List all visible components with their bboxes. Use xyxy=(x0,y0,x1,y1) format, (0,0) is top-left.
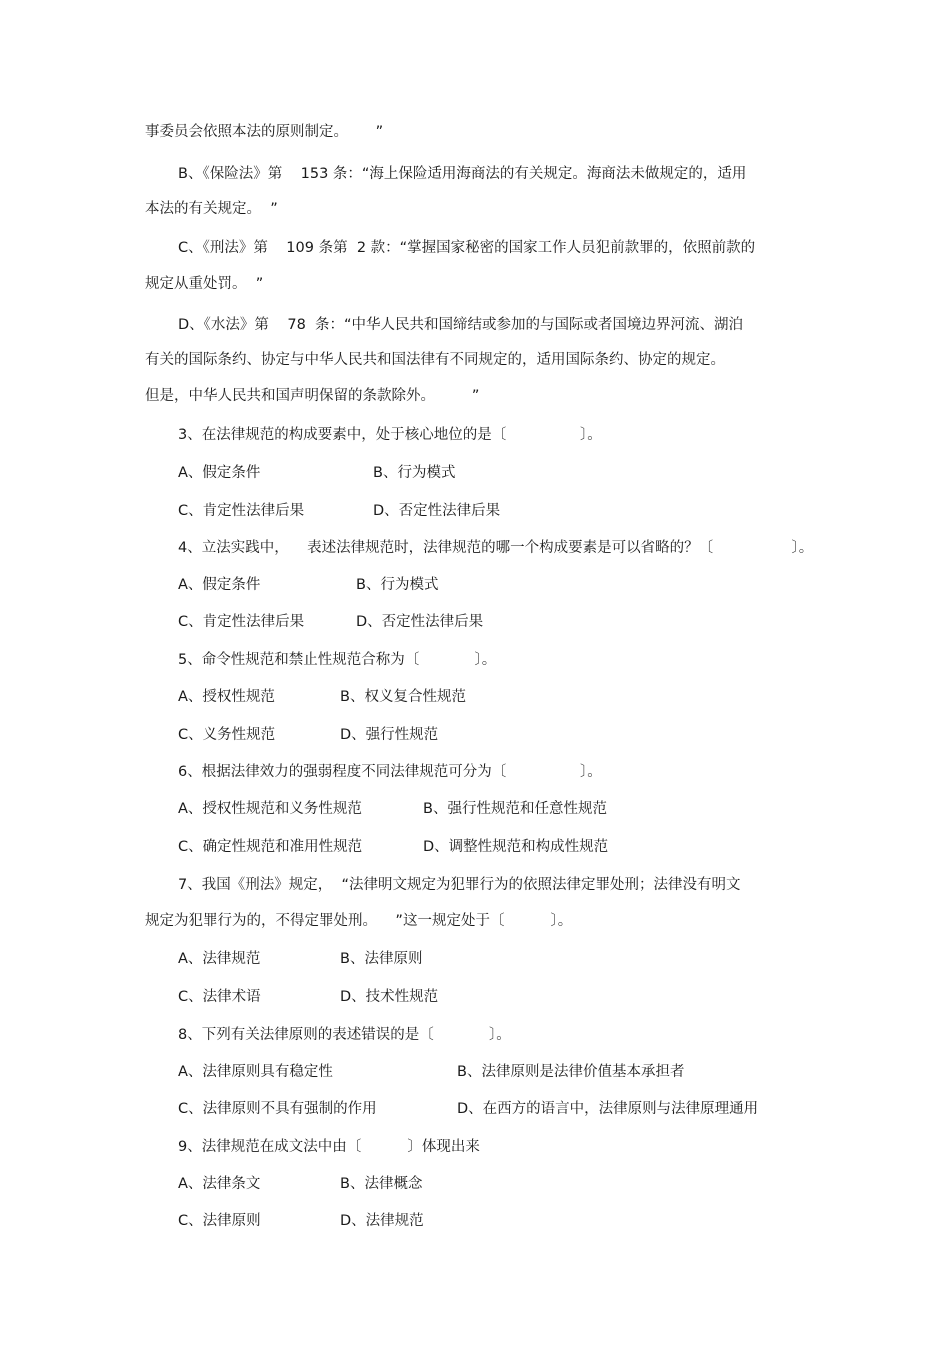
option-c: C、确定性规范和准用性规范 xyxy=(178,839,363,855)
text-line: D、《水法》第 78 条：“中华人民共和国缔结或参加的与国际或者国境边界河流、湖泊 xyxy=(178,317,744,333)
question-stem: 8、下列有关法律原则的表述错误的是〔 〕。 xyxy=(178,1027,511,1043)
option-d: D、技术性规范 xyxy=(340,989,439,1005)
option-b: B、行为模式 xyxy=(373,465,456,481)
option-a: A、法律规范 xyxy=(178,951,261,967)
option-c: C、肯定性法律后果 xyxy=(178,614,305,630)
option-b: B、强行性规范和任意性规范 xyxy=(423,801,607,817)
question-stem: 6、根据法律效力的强弱程度不同法律规范可分为〔 〕。 xyxy=(178,764,602,780)
text-line: 事委员会依照本法的原则制定。 ” xyxy=(145,124,384,140)
option-c: C、肯定性法律后果 xyxy=(178,503,305,519)
option-c: C、法律原则不具有强制的作用 xyxy=(178,1101,377,1117)
question-stem: 7、我国《刑法》规定， “法律明文规定为犯罪行为的依照法律定罪处刑；法律没有明文 xyxy=(178,877,741,893)
option-c: C、法律术语 xyxy=(178,989,261,1005)
option-d: D、调整性规范和构成性规范 xyxy=(423,839,609,855)
option-a: A、假定条件 xyxy=(178,577,261,593)
option-a: A、假定条件 xyxy=(178,465,261,481)
question-stem: 9、法律规范在成文法中由〔 〕体现出来 xyxy=(178,1139,480,1155)
option-d: D、否定性法律后果 xyxy=(373,503,501,519)
option-c: C、法律原则 xyxy=(178,1213,261,1229)
option-d: D、在西方的语言中，法律原则与法律原理通用 xyxy=(457,1101,759,1117)
option-a: A、授权性规范 xyxy=(178,689,275,705)
option-b: B、法律原则 xyxy=(340,951,423,967)
option-a: A、授权性规范和义务性规范 xyxy=(178,801,362,817)
question-stem: 4、立法实践中， 表述法律规范时，法律规范的哪一个构成要素是可以省略的？〔 〕。 xyxy=(178,540,814,556)
text-line: 本法的有关规定。 ” xyxy=(145,201,278,217)
question-stem: 5、命令性规范和禁止性规范合称为〔 〕。 xyxy=(178,652,497,668)
option-c: C、义务性规范 xyxy=(178,727,276,743)
text-line: 有关的国际条约、协定与中华人民共和国法律有不同规定的，适用国际条约、协定的规定。 xyxy=(145,352,725,368)
question-stem-continued: 规定为犯罪行为的，不得定罪处刑。 ”这一规定处于〔 〕。 xyxy=(145,913,573,929)
option-b: B、法律原则是法律价值基本承担者 xyxy=(457,1064,685,1080)
option-b: B、权义复合性规范 xyxy=(340,689,466,705)
option-b: B、行为模式 xyxy=(356,577,439,593)
option-b: B、法律概念 xyxy=(340,1176,423,1192)
text-line: 但是，中华人民共和国声明保留的条款除外。 ” xyxy=(145,388,480,404)
option-d: D、否定性法律后果 xyxy=(356,614,484,630)
option-a: A、法律条文 xyxy=(178,1176,261,1192)
text-line: 规定从重处罚。 ” xyxy=(145,276,264,292)
option-a: A、法律原则具有稳定性 xyxy=(178,1064,333,1080)
option-d: D、法律规范 xyxy=(340,1213,424,1229)
option-d: D、强行性规范 xyxy=(340,727,439,743)
question-stem: 3、在法律规范的构成要素中，处于核心地位的是〔 〕。 xyxy=(178,427,602,443)
text-line: C、《刑法》第 109 条第 2 款：“掌握国家秘密的国家工作人员犯前款罪的，依照前款的 xyxy=(178,240,756,256)
text-line: B、《保险法》第 153 条：“海上保险适用海商法的有关规定。海商法未做规定的，适用 xyxy=(178,166,747,182)
